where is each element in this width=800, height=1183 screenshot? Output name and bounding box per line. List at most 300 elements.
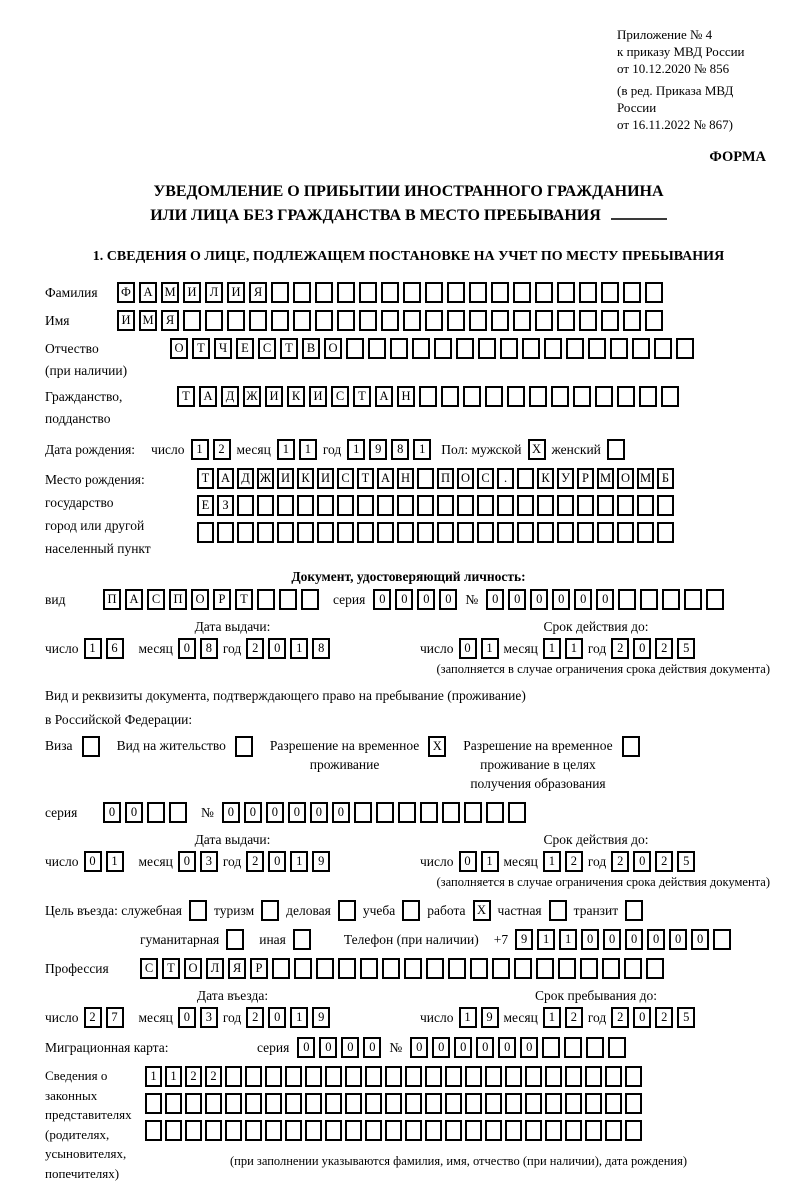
char-cell-empty: [316, 958, 334, 979]
month-label: месяц: [139, 1010, 173, 1026]
char-cell-filled: 2: [655, 1007, 673, 1028]
char-cell-filled: 0: [691, 929, 709, 950]
char-cell-filled: Р: [213, 589, 231, 610]
char-cell-empty: [465, 1120, 482, 1141]
edu-permit-label-line1: Разрешение на временное: [463, 736, 612, 755]
residence-permit-label: Вид на жительство: [117, 736, 226, 755]
sex-male-checkbox: [528, 439, 546, 460]
char-cell-empty: [226, 929, 244, 950]
char-cell-filled: 0: [647, 929, 665, 950]
char-cell-filled: 1: [459, 1007, 477, 1028]
char-cell-empty: [565, 1066, 582, 1087]
month-label: месяц: [504, 641, 538, 657]
char-cell-empty: [457, 495, 474, 516]
char-cell-filled: 1: [543, 638, 561, 659]
char-cell-empty: [183, 310, 201, 331]
char-cell-empty: [513, 282, 531, 303]
purpose-tourism-checkbox: [261, 900, 279, 921]
char-cell-empty: [337, 282, 355, 303]
char-cell-empty: [337, 495, 354, 516]
char-cell-empty: [565, 1120, 582, 1141]
representatives-block: [45, 1066, 772, 1183]
patronymic-row: [45, 338, 772, 382]
purpose-row2: [140, 929, 772, 950]
char-cell-empty: [265, 1093, 282, 1114]
char-cell-empty: [405, 1093, 422, 1114]
char-cell-filled: Н: [397, 386, 415, 407]
char-cell-empty: [285, 1093, 302, 1114]
char-cell-empty: [491, 310, 509, 331]
char-cell-empty: [404, 958, 422, 979]
char-cell-filled: В: [302, 338, 320, 359]
char-cell-empty: [145, 1093, 162, 1114]
char-cell-empty: [412, 338, 430, 359]
purpose-row: [45, 900, 772, 921]
char-cell-empty: [517, 468, 534, 489]
forma-label: ФОРМА: [45, 149, 772, 166]
day-label: число: [45, 1010, 79, 1026]
char-cell-empty: [505, 1066, 522, 1087]
surname-label: Фамилия: [45, 285, 117, 301]
char-cell-filled: 3: [200, 1007, 218, 1028]
char-cell-empty: [605, 1093, 622, 1114]
year-label: год: [588, 854, 606, 870]
char-cell-filled: 0: [508, 589, 526, 610]
char-cell-empty: [605, 1066, 622, 1087]
char-cell-empty: [272, 958, 290, 979]
purpose-transit-checkbox: [625, 900, 643, 921]
char-cell-filled: И: [117, 310, 135, 331]
char-cell-filled: 0: [319, 1037, 337, 1058]
representatives-label-line: попечителях): [45, 1164, 145, 1183]
resid-issue-day-cells: [84, 851, 124, 872]
char-cell-filled: С: [258, 338, 276, 359]
char-cell-filled: 0: [581, 929, 599, 950]
char-cell-empty: [301, 589, 319, 610]
char-cell-filled: 0: [410, 1037, 428, 1058]
char-cell-empty: [337, 310, 355, 331]
phone-cells: [515, 929, 731, 950]
char-cell-empty: [315, 310, 333, 331]
char-cell-empty: [261, 900, 279, 921]
form-title-line2: [45, 204, 772, 228]
char-cell-empty: [470, 958, 488, 979]
char-cell-empty: [185, 1120, 202, 1141]
char-cell-filled: И: [183, 282, 201, 303]
char-cell-empty: [345, 1093, 362, 1114]
char-cell-empty: [602, 958, 620, 979]
char-cell-filled: 1: [290, 851, 308, 872]
char-cell-filled: X: [473, 900, 491, 921]
resid-number-cells: [222, 802, 526, 823]
char-cell-filled: 0: [178, 851, 196, 872]
char-cell-empty: [645, 310, 663, 331]
char-cell-filled: 1: [299, 439, 317, 460]
identity-doc-type-row: [45, 589, 772, 610]
char-cell-empty: [640, 589, 658, 610]
char-cell-filled: 1: [145, 1066, 162, 1087]
char-cell-filled: 0: [669, 929, 687, 950]
char-cell-filled: 2: [185, 1066, 202, 1087]
char-cell-empty: [445, 1120, 462, 1141]
char-cell-filled: 0: [498, 1037, 516, 1058]
birth-year-cells: [347, 439, 431, 460]
char-cell-empty: [205, 310, 223, 331]
char-cell-empty: [338, 900, 356, 921]
entry-month-cells: [178, 1007, 218, 1028]
doc-type-label: вид: [45, 592, 103, 608]
char-cell-filled: 2: [246, 638, 264, 659]
day-label: число: [420, 854, 454, 870]
char-cell-filled: О: [324, 338, 342, 359]
char-cell-empty: [315, 282, 333, 303]
char-cell-empty: [403, 282, 421, 303]
char-cell-empty: [657, 522, 674, 543]
representatives-cells-area: [145, 1066, 772, 1169]
char-cell-empty: [285, 1066, 302, 1087]
char-cell-empty: [637, 522, 654, 543]
char-cell-empty: [385, 1093, 402, 1114]
char-cell-empty: [165, 1093, 182, 1114]
char-cell-empty: [271, 310, 289, 331]
char-cell-filled: 1: [543, 851, 561, 872]
stay-until-heading: Срок пребывания до:: [420, 988, 772, 1004]
char-cell-empty: [497, 522, 514, 543]
representatives-label-line: представителях: [45, 1105, 145, 1125]
char-cell-empty: [522, 338, 540, 359]
char-cell-empty: [497, 495, 514, 516]
char-cell-empty: [346, 338, 364, 359]
migration-number-cells: [410, 1037, 626, 1058]
char-cell-filled: 0: [486, 589, 504, 610]
day-label: число: [420, 641, 454, 657]
year-label: год: [588, 1010, 606, 1026]
month-label: месяц: [504, 1010, 538, 1026]
char-cell-filled: 1: [565, 638, 583, 659]
char-cell-filled: 0: [178, 1007, 196, 1028]
char-cell-empty: [457, 522, 474, 543]
char-cell-empty: [544, 338, 562, 359]
citizenship-row: [45, 386, 772, 430]
char-cell-filled: 1: [481, 638, 499, 659]
char-cell-empty: [536, 958, 554, 979]
char-cell-empty: [425, 1093, 442, 1114]
purpose-other-label: иная: [259, 932, 286, 948]
year-label: год: [223, 854, 241, 870]
purpose-work-checkbox: [473, 900, 491, 921]
char-cell-empty: [684, 589, 702, 610]
form-title-line1: УВЕДОМЛЕНИЕ О ПРИБЫТИИ ИНОСТРАННОГО ГРАЖДАНИНА: [45, 180, 772, 204]
purpose-label: Цель въезда: служебная: [45, 903, 182, 919]
char-cell-empty: [542, 1037, 560, 1058]
char-cell-filled: С: [477, 468, 494, 489]
char-cell-filled: 8: [391, 439, 409, 460]
birth-place-row3-cells: [197, 522, 674, 543]
char-cell-empty: [225, 1066, 242, 1087]
char-cell-filled: 0: [574, 589, 592, 610]
edu-permit-label: [463, 736, 612, 793]
char-cell-empty: [405, 1066, 422, 1087]
doc-number-cells: [486, 589, 724, 610]
char-cell-empty: [469, 282, 487, 303]
char-cell-filled: 1: [481, 851, 499, 872]
char-cell-filled: Р: [577, 468, 594, 489]
char-cell-filled: 2: [213, 439, 231, 460]
char-cell-filled: 0: [341, 1037, 359, 1058]
char-cell-empty: [317, 495, 334, 516]
resid-valid-year-cells: [611, 851, 695, 872]
visa-checkbox: [82, 736, 100, 757]
identity-issue-year-cells: [246, 638, 330, 659]
char-cell-filled: 1: [191, 439, 209, 460]
char-cell-empty: [601, 282, 619, 303]
purpose-option-label: работа: [427, 903, 465, 919]
year-label: год: [323, 442, 341, 458]
char-cell-empty: [381, 282, 399, 303]
char-cell-empty: [237, 495, 254, 516]
char-cell-empty: [257, 522, 274, 543]
annex-note: [617, 26, 772, 133]
char-cell-empty: [557, 522, 574, 543]
char-cell-filled: С: [331, 386, 349, 407]
char-cell-empty: [585, 1120, 602, 1141]
char-cell-empty: [676, 338, 694, 359]
surname-row: [45, 282, 772, 303]
char-cell-filled: 1: [290, 1007, 308, 1028]
char-cell-empty: [525, 1120, 542, 1141]
char-cell-empty: [535, 310, 553, 331]
char-cell-empty: [345, 1066, 362, 1087]
char-cell-filled: И: [265, 386, 283, 407]
char-cell-empty: [237, 522, 254, 543]
char-cell-empty: [477, 522, 494, 543]
char-cell-filled: Е: [236, 338, 254, 359]
char-cell-empty: [601, 310, 619, 331]
resid-doc-intro2: в Российской Федерации:: [45, 710, 772, 729]
char-cell-filled: 0: [596, 589, 614, 610]
day-label: число: [45, 854, 79, 870]
identity-issue-day-cells: [84, 638, 124, 659]
sex-female-checkbox: [607, 439, 625, 460]
char-cell-empty: [382, 958, 400, 979]
char-cell-filled: 9: [515, 929, 533, 950]
resid-issue-date: [45, 851, 420, 872]
stay-month-cells: [543, 1007, 583, 1028]
identity-valid-year-cells: [611, 638, 695, 659]
char-cell-empty: [402, 900, 420, 921]
temp-permit-label: [270, 736, 419, 774]
char-cell-filled: О: [457, 468, 474, 489]
char-cell-empty: [293, 282, 311, 303]
char-cell-filled: Ч: [214, 338, 232, 359]
char-cell-empty: [405, 1120, 422, 1141]
char-cell-filled: Н: [397, 468, 414, 489]
char-cell-empty: [505, 1093, 522, 1114]
year-label: год: [223, 1010, 241, 1026]
char-cell-empty: [492, 958, 510, 979]
stay-day-cells: [459, 1007, 499, 1028]
doc-series-label: серия: [333, 592, 365, 608]
char-cell-filled: 2: [246, 1007, 264, 1028]
char-cell-filled: М: [637, 468, 654, 489]
char-cell-filled: А: [125, 589, 143, 610]
char-cell-empty: [535, 282, 553, 303]
char-cell-empty: [706, 589, 724, 610]
doc-type-cells: [103, 589, 319, 610]
char-cell-empty: [566, 338, 584, 359]
patronymic-label-line2: (при наличии): [45, 360, 170, 382]
char-cell-filled: И: [309, 386, 327, 407]
char-cell-filled: П: [437, 468, 454, 489]
char-cell-empty: [617, 495, 634, 516]
char-cell-filled: 2: [611, 1007, 629, 1028]
char-cell-filled: А: [375, 386, 393, 407]
char-cell-filled: А: [377, 468, 394, 489]
char-cell-empty: [337, 522, 354, 543]
char-cell-filled: 2: [565, 1007, 583, 1028]
char-cell-empty: [419, 386, 437, 407]
year-label: год: [588, 641, 606, 657]
char-cell-filled: Я: [228, 958, 246, 979]
char-cell-empty: [185, 1093, 202, 1114]
char-cell-empty: [447, 282, 465, 303]
entry-date-heading: Дата въезда:: [45, 988, 420, 1004]
char-cell-empty: [537, 495, 554, 516]
char-cell-empty: [271, 282, 289, 303]
char-cell-filled: О: [617, 468, 634, 489]
char-cell-empty: [618, 589, 636, 610]
char-cell-empty: [338, 958, 356, 979]
validity-heading: Срок действия до:: [420, 619, 772, 635]
char-cell-empty: [227, 310, 245, 331]
purpose-humanitarian-checkbox: [226, 929, 244, 950]
char-cell-empty: [235, 736, 253, 757]
char-cell-empty: [297, 522, 314, 543]
char-cell-filled: 0: [633, 1007, 651, 1028]
char-cell-empty: [425, 310, 443, 331]
entry-date: [45, 1007, 420, 1028]
resid-valid-day-cells: [459, 851, 499, 872]
visa-option: [45, 736, 100, 757]
char-cell-empty: [397, 495, 414, 516]
char-cell-filled: 0: [520, 1037, 538, 1058]
char-cell-filled: 0: [363, 1037, 381, 1058]
char-cell-empty: [558, 958, 576, 979]
char-cell-empty: [365, 1093, 382, 1114]
char-cell-empty: [385, 1066, 402, 1087]
temp-permit-label-line1: Разрешение на временное: [270, 736, 419, 755]
name-row: [45, 310, 772, 331]
char-cell-empty: [169, 802, 187, 823]
char-cell-empty: [345, 1120, 362, 1141]
migration-card-label: Миграционная карта:: [45, 1040, 215, 1056]
char-cell-empty: [217, 522, 234, 543]
char-cell-filled: И: [227, 282, 245, 303]
resid-valid-date: [420, 851, 695, 872]
citizenship-label-line2: подданство: [45, 408, 177, 430]
patronymic-cells: [170, 338, 694, 359]
citizenship-cells: [177, 386, 679, 407]
migration-series-cells: [297, 1037, 381, 1058]
char-cell-empty: [442, 802, 460, 823]
resid-series-cells: [103, 802, 187, 823]
char-cell-empty: [617, 386, 635, 407]
char-cell-empty: [595, 386, 613, 407]
char-cell-filled: 1: [543, 1007, 561, 1028]
char-cell-empty: [585, 1093, 602, 1114]
char-cell-empty: [579, 310, 597, 331]
char-cell-filled: 0: [84, 851, 102, 872]
char-cell-filled: И: [317, 468, 334, 489]
char-cell-empty: [377, 495, 394, 516]
char-cell-empty: [359, 282, 377, 303]
char-cell-empty: [403, 310, 421, 331]
resid-issue-year-cells: [246, 851, 330, 872]
char-cell-empty: [245, 1093, 262, 1114]
char-cell-filled: 0: [459, 638, 477, 659]
char-cell-empty: [485, 1066, 502, 1087]
char-cell-empty: [646, 958, 664, 979]
char-cell-empty: [377, 522, 394, 543]
representatives-row3-cells: [145, 1120, 772, 1141]
char-cell-empty: [434, 338, 452, 359]
patronymic-label: [45, 338, 170, 382]
char-cell-filled: С: [140, 958, 158, 979]
year-label: год: [223, 641, 241, 657]
representatives-row2-cells: [145, 1093, 772, 1114]
identity-valid-date: [420, 638, 695, 659]
char-cell-empty: [294, 958, 312, 979]
birth-place-label-line: город или другой: [45, 514, 197, 537]
char-cell-filled: Ж: [243, 386, 261, 407]
char-cell-empty: [293, 929, 311, 950]
month-label: месяц: [139, 641, 173, 657]
char-cell-empty: [205, 1120, 222, 1141]
char-cell-filled: Е: [197, 495, 214, 516]
migration-card-row: [45, 1037, 772, 1058]
identity-doc-dates: [45, 638, 772, 659]
char-cell-filled: 2: [655, 638, 673, 659]
char-cell-empty: [624, 958, 642, 979]
char-cell-empty: [586, 1037, 604, 1058]
purpose-other-checkbox: [293, 929, 311, 950]
char-cell-empty: [545, 1120, 562, 1141]
char-cell-empty: [365, 1120, 382, 1141]
char-cell-empty: [469, 310, 487, 331]
annex-line: от 10.12.2020 № 856: [617, 60, 772, 77]
char-cell-empty: [417, 495, 434, 516]
annex-line: к приказу МВД России: [617, 43, 772, 60]
char-cell-empty: [605, 1120, 622, 1141]
char-cell-empty: [441, 386, 459, 407]
char-cell-empty: [529, 386, 547, 407]
char-cell-filled: М: [161, 282, 179, 303]
char-cell-empty: [437, 522, 454, 543]
doc-series-cells: [373, 589, 457, 610]
char-cell-filled: 0: [288, 802, 306, 823]
residence-permit-checkbox: [235, 736, 253, 757]
entry-dates: [45, 1007, 772, 1028]
char-cell-filled: 0: [625, 929, 643, 950]
char-cell-empty: [325, 1120, 342, 1141]
char-cell-empty: [639, 386, 657, 407]
birth-place-label-line: государство: [45, 491, 197, 514]
resid-doc-intro1: Вид и реквизиты документа, подтверждающего право на пребывание (проживание): [45, 686, 772, 705]
char-cell-empty: [277, 522, 294, 543]
char-cell-empty: [426, 958, 444, 979]
purpose-option-label: частная: [498, 903, 542, 919]
char-cell-empty: [305, 1093, 322, 1114]
